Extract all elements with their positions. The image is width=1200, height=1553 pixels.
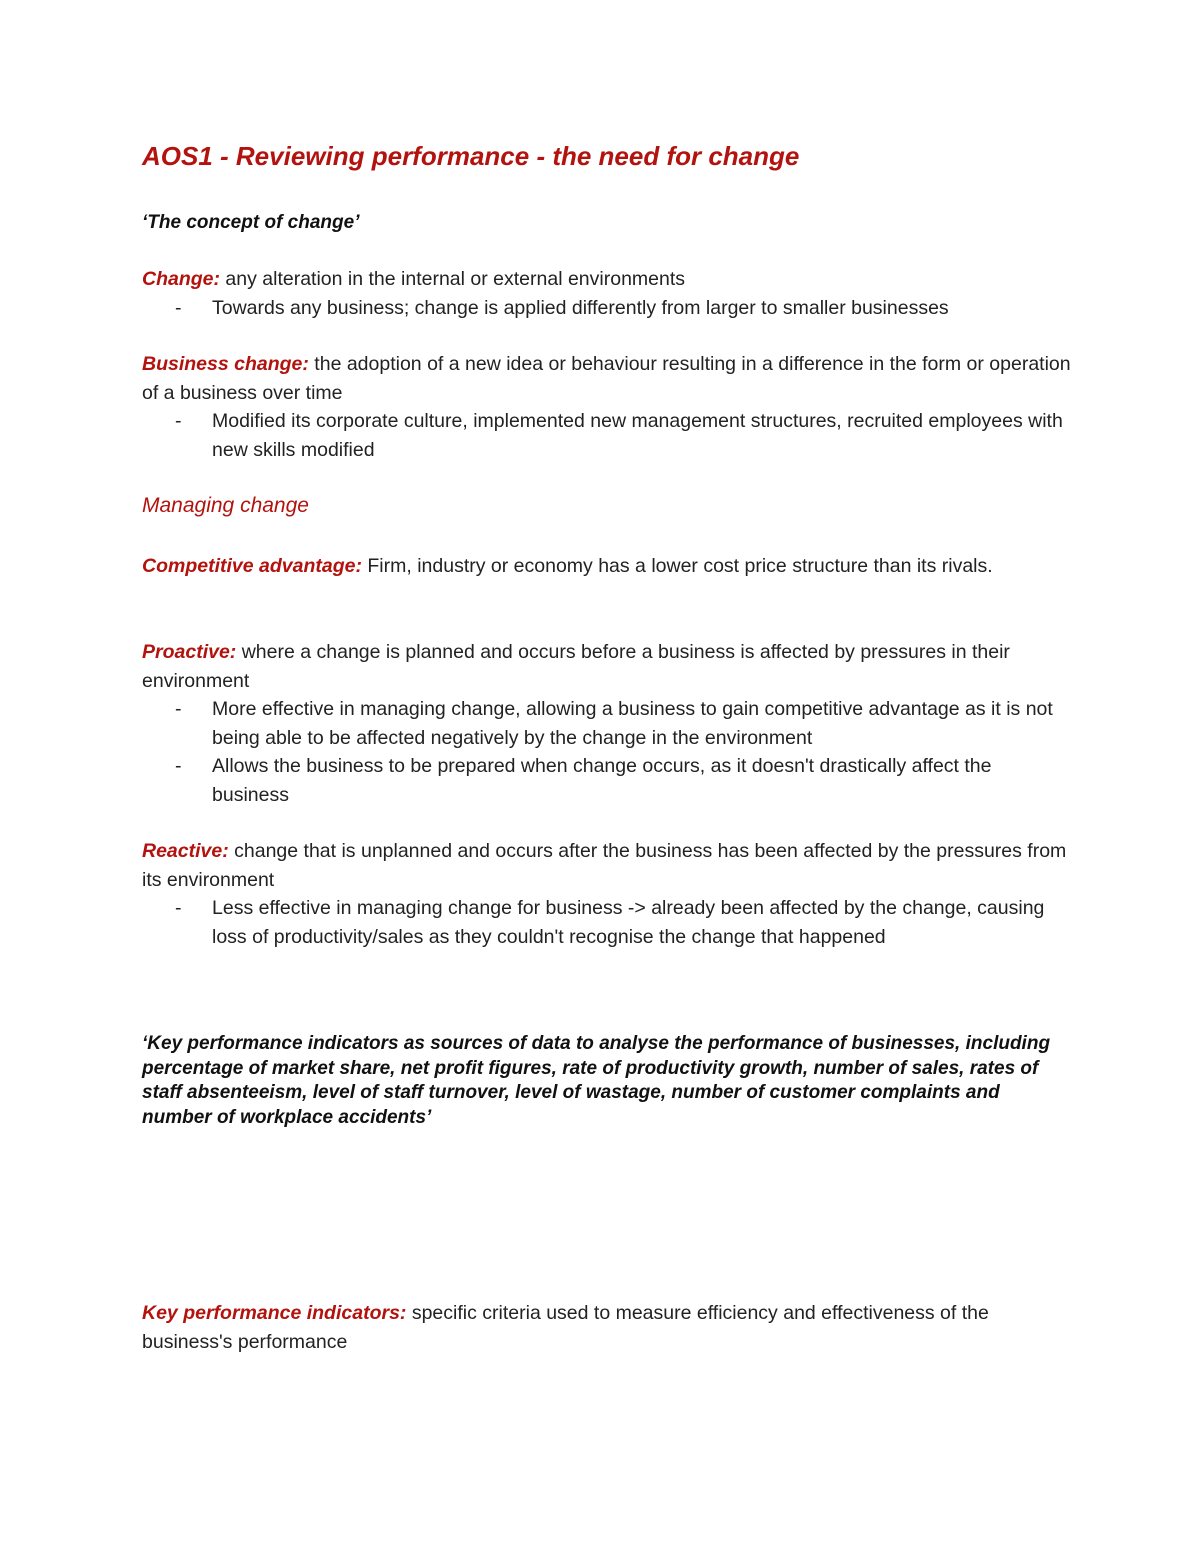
bullet-dash: - (175, 296, 182, 319)
kpi-definition (142, 1299, 1072, 1356)
kpi-definition-text: specific criteria used to measure efficiency and effectiveness of the business's performance (142, 1302, 989, 1353)
reactive-definition-text: change that is unplanned and occurs after the business has been affected by the pressures from its environment (142, 840, 1067, 891)
change-bullets (142, 294, 1072, 323)
change-definition-text: any alteration in the internal or external environments (220, 268, 686, 290)
proactive-definition (142, 638, 1072, 695)
change-term: Change: (142, 268, 220, 290)
list-item: - Less effective in managing change for business -> already been affected by the change, causing loss of productivity/sales as they couldn't recognise the change that happened (142, 894, 1072, 951)
concept-heading: ‘The concept of change’ (142, 212, 360, 233)
business-change-definition-text: the adoption of a new idea or behaviour resulting in a difference in the form or operation of a business over time (142, 353, 1071, 404)
list-item: - Allows the business to be prepared when change occurs, as it doesn't drastically affect the business (142, 752, 1072, 809)
change-definition (142, 265, 1072, 294)
proactive-bullets (142, 695, 1072, 809)
competitive-advantage-definition-text: Firm, industry or economy has a lower cost price structure than its rivals. (361, 555, 993, 577)
proactive-term: Proactive: (142, 641, 237, 663)
reactive-definition (142, 837, 1072, 894)
list-item: - Modified its corporate culture, implemented new management structures, recruited employees with new skills modified (142, 407, 1072, 464)
managing-change-heading: Managing change (142, 494, 309, 517)
bullet-dash: - (175, 698, 182, 720)
list-item: - More effective in managing change, allowing a business to gain competitive advantage as it is not being able to be affected negatively by the change in the environment (142, 695, 1072, 752)
kpi-quote-heading: ‘Key performance indicators as sources of data to analyse the performance of businesses, including percentage of market share, net profit figures, rate of productivity growth, number of sales, rates of staff absenteeism, level of staff turnover, level of wastage, number of customer complaints and number of workplace accidents’ (142, 1033, 1051, 1128)
business-change-definition (142, 350, 1072, 407)
reactive-term: Reactive: (142, 840, 229, 862)
reactive-section (142, 837, 1072, 951)
bullet-dash: - (175, 755, 182, 777)
business-change-term: Business change: (142, 353, 309, 375)
kpi-section (142, 1299, 1072, 1356)
reactive-bullets (142, 894, 1072, 951)
competitive-advantage-term: Competitive advantage: (142, 555, 362, 577)
business-change-section (142, 350, 1072, 464)
bullet-dash: - (175, 897, 182, 919)
kpi-term: Key performance indicators: (142, 1302, 407, 1324)
business-change-bullets (142, 407, 1072, 464)
page-title: AOS1 - Reviewing performance - the need for change (142, 141, 800, 171)
competitive-advantage-definition (142, 552, 1072, 581)
proactive-section (142, 638, 1072, 809)
list-item: - Towards any business; change is applied differently from larger to smaller businesses (142, 294, 1072, 323)
proactive-definition-text: where a change is planned and occurs before a business is affected by pressures in their environment (142, 641, 1010, 692)
bullet-dash: - (175, 410, 182, 432)
competitive-advantage-section (142, 552, 1072, 581)
change-section (142, 265, 1072, 322)
